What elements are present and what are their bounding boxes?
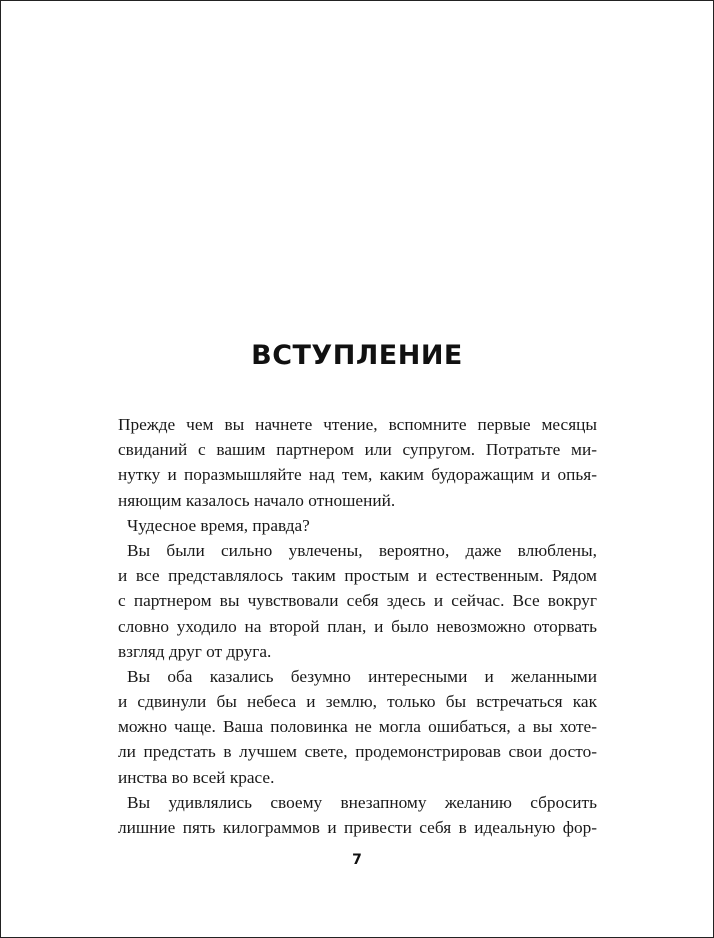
text-line: Чудесное время, правда?: [127, 515, 310, 535]
text-line: Вы удивлялись своему внезапному желанию сбросить: [127, 792, 597, 812]
paragraph: [118, 790, 597, 840]
text-line: с партнером вы чувствовали себя здесь и сейчас. Все вокруг: [118, 591, 597, 611]
paragraph: [118, 538, 597, 664]
text-line: словно уходило на второй план, и было невозможно оторвать: [118, 616, 597, 636]
paragraph: [118, 664, 597, 790]
text-line: можно чаще. Ваша половинка не могла ошибаться, а вы хоте-: [118, 717, 597, 737]
text-line: Вы были сильно увлечены, вероятно, даже влюблены,: [127, 540, 597, 560]
text-line: свиданий с вашим партнером или супругом. Потратьте ми-: [118, 440, 597, 460]
page-number: 7: [352, 852, 362, 868]
text-line: ли предстать в лучшем свете, продемонстрировав свои досто-: [118, 742, 597, 762]
text-line: няющим казалось начало отношений.: [118, 490, 396, 510]
text-line: Вы оба казались безумно интересными и желанными: [127, 666, 597, 686]
text-line: и все представлялось таким простым и естественным. Рядом: [118, 566, 597, 586]
text-line: и сдвинули бы небеса и землю, только бы встречаться как: [118, 692, 597, 712]
text-line: инства во всей красе.: [118, 767, 275, 787]
paragraph: [118, 513, 597, 538]
text-line: взгляд друг от друга.: [118, 641, 272, 661]
text-line: Прежде чем вы начнете чтение, вспомните первые месяцы: [118, 415, 597, 434]
text-line: лишние пять килограммов и привести себя в идеальную фор-: [118, 818, 597, 837]
body-text: [118, 412, 597, 840]
chapter-title: ВСТУПЛЕНИЕ: [251, 340, 463, 371]
text-line: нутку и поразмышляйте над тем, каким будоражащим и опья-: [118, 465, 597, 485]
paragraph: [118, 412, 597, 513]
